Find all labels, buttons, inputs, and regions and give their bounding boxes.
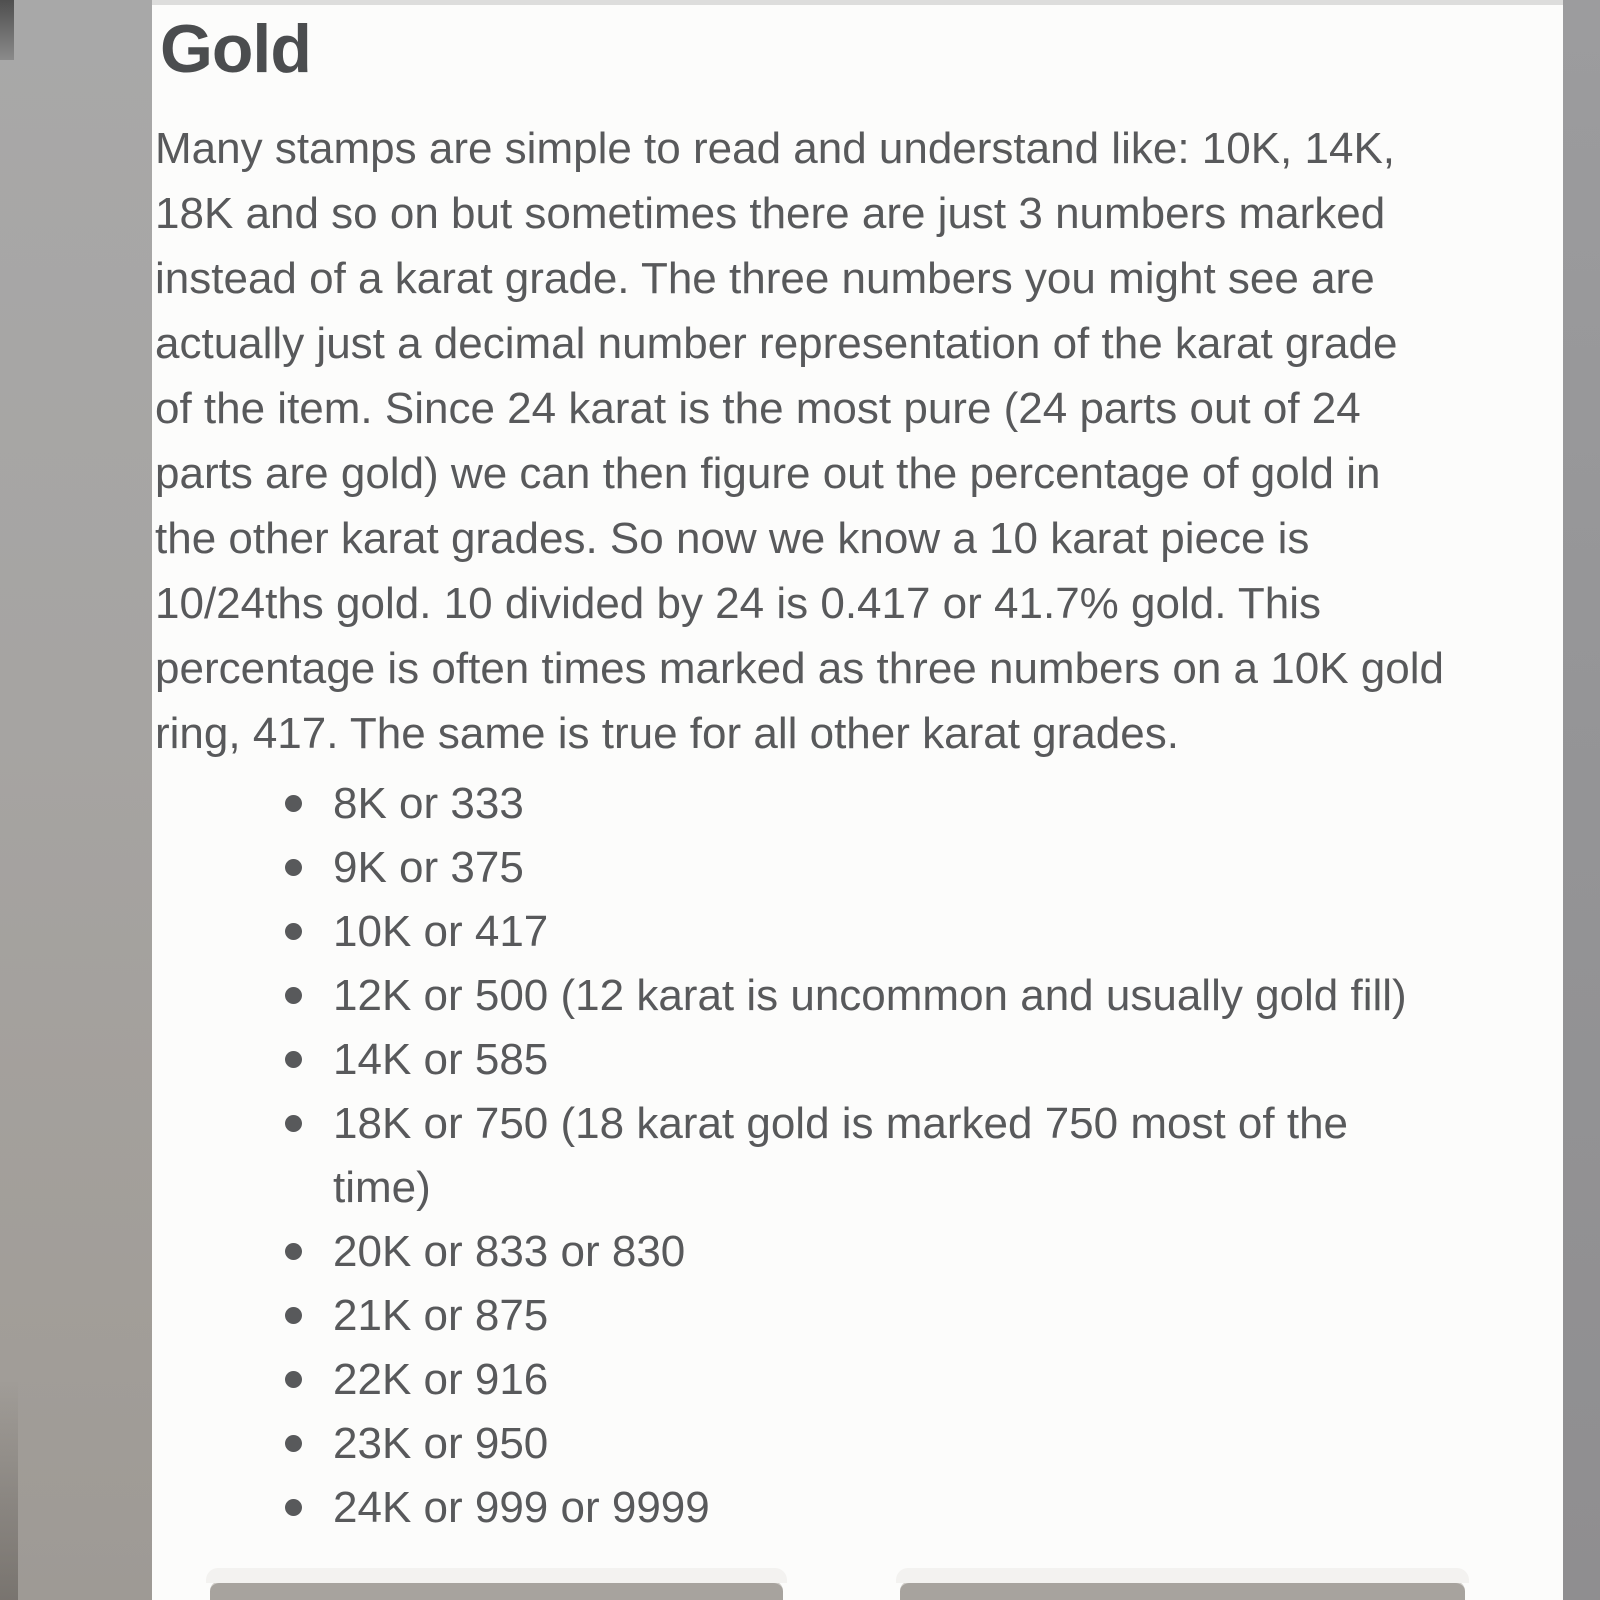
article-page — [152, 0, 1563, 1600]
bullet-icon — [285, 1307, 302, 1324]
karat-list-item-text: 12K or 500 (12 karat is uncommon and usually gold fill) — [333, 971, 1407, 1020]
karat-list-item — [152, 1348, 1563, 1412]
page-top-edge — [152, 0, 1563, 5]
karat-list-item-text: 18K or 750 (18 karat gold is marked 750 most of the time) — [333, 1099, 1349, 1212]
karat-list-item-text: 14K or 585 — [333, 1035, 549, 1084]
paragraph-line: percentage is often times marked as three numbers on a 10K gold — [155, 644, 1444, 693]
paragraph-line: ring, 417. The same is true for all other karat grades. — [155, 709, 1179, 758]
paragraph-line: actually just a decimal number representation of the karat grade — [155, 319, 1398, 368]
bullet-icon — [285, 859, 302, 876]
paragraph-line: 18K and so on but sometimes there are just 3 numbers marked — [155, 189, 1386, 238]
paragraph-line: the other karat grades. So now we know a 10 karat piece is — [155, 514, 1310, 563]
bullet-icon — [285, 795, 302, 812]
karat-list-item — [152, 1028, 1563, 1092]
karat-list-item — [152, 1476, 1563, 1540]
bullet-icon — [285, 987, 302, 1004]
karat-list-item — [152, 1412, 1563, 1476]
karat-list-item — [152, 1284, 1563, 1348]
karat-list-item — [152, 772, 1563, 836]
karat-list-item — [152, 1220, 1563, 1284]
bottom-button-right[interactable] — [900, 1581, 1465, 1600]
intro-paragraph — [155, 116, 1563, 766]
karat-list-item-text: 20K or 833 or 830 — [333, 1227, 686, 1276]
left-gray-margin — [0, 0, 152, 1600]
karat-list-item-text: 9K or 375 — [333, 843, 524, 892]
bullet-icon — [285, 1499, 302, 1516]
karat-list-item-text: 21K or 875 — [333, 1291, 549, 1340]
karat-list-item-text: 23K or 950 — [333, 1419, 549, 1468]
karat-list — [152, 772, 1563, 1540]
paragraph-line: Many stamps are simple to read and understand like: 10K, 14K, — [155, 124, 1396, 173]
karat-list-item-text: 8K or 333 — [333, 779, 524, 828]
bottom-button-left[interactable] — [210, 1581, 783, 1600]
karat-list-item-text: 10K or 417 — [333, 907, 549, 956]
paragraph-line: parts are gold) we can then figure out the percentage of gold in — [155, 449, 1381, 498]
page-title: Gold — [160, 11, 311, 87]
bullet-icon — [285, 923, 302, 940]
bullet-icon — [285, 1435, 302, 1452]
karat-list-item — [152, 900, 1563, 964]
bottom-left-shadow — [0, 1380, 18, 1600]
bullet-icon — [285, 1243, 302, 1260]
paragraph-line: of the item. Since 24 karat is the most pure (24 parts out of 24 — [155, 384, 1361, 433]
karat-list-item — [152, 964, 1563, 1028]
bullet-icon — [285, 1051, 302, 1068]
right-gray-margin — [1563, 0, 1600, 1600]
top-left-shadow — [0, 0, 14, 60]
karat-list-item-text: 24K or 999 or 9999 — [333, 1483, 710, 1532]
paragraph-line: instead of a karat grade. The three numbers you might see are — [155, 254, 1375, 303]
bullet-icon — [285, 1115, 302, 1132]
karat-list-item — [152, 836, 1563, 900]
karat-list-item-text: 22K or 916 — [333, 1355, 549, 1404]
karat-list-item — [152, 1092, 1563, 1220]
paragraph-line: 10/24ths gold. 10 divided by 24 is 0.417 or 41.7% gold. This — [155, 579, 1321, 628]
bullet-icon — [285, 1371, 302, 1388]
